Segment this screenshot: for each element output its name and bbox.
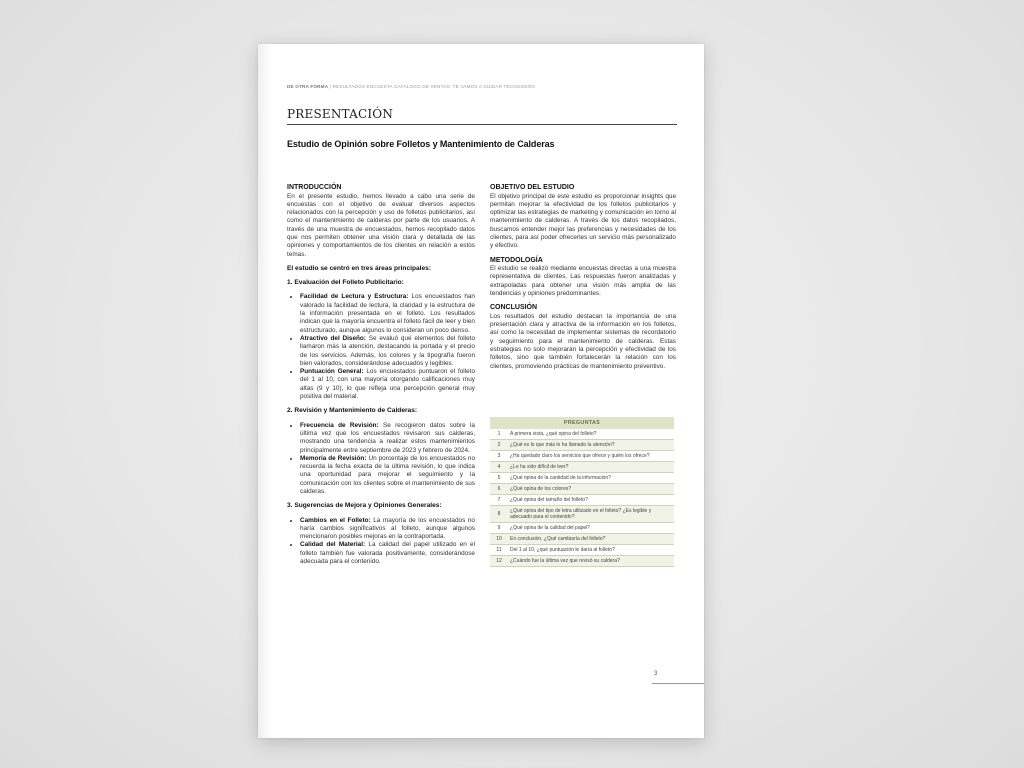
item-text: Se recogieron datos sobre la última vez que los encuestados revisaron sus calderas, mostrando una tendencia a realizar estos mantenimientos principalmente entre septiembre de 2023 y febrero de 2024.	[300, 421, 475, 454]
method-heading: METODOLOGÍA	[490, 256, 543, 264]
question-number: 1	[490, 429, 508, 440]
table-row	[490, 545, 674, 556]
item-label: Facilidad de Lectura y Estructura:	[300, 293, 409, 301]
page-number-rule	[652, 683, 704, 684]
list-item	[300, 422, 475, 455]
question-text: ¿Qué es lo que más le ha llamado la atención?	[508, 440, 674, 451]
question-text: En conclusión, ¿Qué cambiaría del folleto?	[508, 534, 674, 545]
table-row	[490, 534, 674, 545]
question-number: 3	[490, 451, 508, 462]
question-text: ¿Qué opina de la calidad del papel?	[508, 523, 674, 534]
question-number: 12	[490, 556, 508, 567]
areas-list	[287, 279, 475, 566]
question-text: ¿Qué opina del tipo de letra utilizado en el folleto? ¿Es legible y adecuado para el contenido?	[508, 506, 674, 523]
objective-text: El objetivo principal de este estudio es proporcionar insights que permitan mejorar la efectividad de los folletos publicitarios y optimizar las estrategias de marketing y comunicación en torno al mantenimiento de calderas. A través de los datos recopilados, buscamos entender mejor las preferencias y necesidades de los clientes, para así poder ofrecerles un servicio más personalizado y efectivo.	[490, 192, 676, 250]
area-items	[287, 422, 475, 497]
questions-table	[490, 417, 674, 567]
area-title: 3. Sugerencias de Mejora y Opiniones Generales:	[287, 502, 442, 510]
question-number: 5	[490, 473, 508, 484]
question-number: 6	[490, 484, 508, 495]
item-label: Atractivo del Diseño:	[300, 334, 366, 342]
list-item	[300, 541, 475, 566]
item-text: La mayoría de los encuestados no haría cambios significativos al folleto, aunque algunos mencionaron posibles mejoras en la contraportada.	[300, 516, 475, 541]
question-text: ¿Qué opina de los colores?	[508, 484, 674, 495]
item-label: Puntuación General:	[300, 368, 364, 376]
left-column	[287, 184, 475, 572]
question-text: ¿Le ha sido difícil de leer?	[508, 462, 674, 473]
method-text: El estudio se realizó mediante encuestas directas a una muestra representativa de clientes. Las respuestas fueron analizadas y extrapoladas para obtener una visión más amplia de las tendencias y opiniones predominantes.	[490, 265, 676, 297]
area-items	[287, 517, 475, 567]
table-row	[490, 451, 674, 462]
item-label: Cambios en el Folleto:	[300, 516, 371, 524]
table-row	[490, 462, 674, 473]
right-column	[490, 184, 676, 377]
questions-body	[490, 429, 674, 567]
running-header	[287, 84, 535, 89]
table-row	[490, 440, 674, 451]
question-number: 9	[490, 523, 508, 534]
conclusion-text: Los resultados del estudio destacan la importancia de una presentación clara y atractiva de la información en los folletos, así como la necesidad de implementar sistemas de recordatorio y seguimiento para el mantenimiento de calderas. Estas estrategias no solo mejorarán la percepción y efectividad de los folletos, sino que también fortalecerán la relación con los clientes, promoviendo prácticas de mantenimiento preventivo.	[490, 312, 676, 370]
question-number: 7	[490, 495, 508, 506]
header-brand: DE OTRA FORMA	[287, 84, 329, 89]
conclusion-heading: CONCLUSIÓN	[490, 304, 538, 312]
intro-text: En el presente estudio, hemos llevado a cabo una serie de encuestas con el objetivo de evaluar diversos aspectos relacionados con la percepción y uso de folletos publicitarios, así como el mantenimiento de calderas por parte de los usuarios. A través de una muestra de encuestados, hemos recopilado datos que nos permiten obtener una visión clara y detallada de las opiniones y comportamientos de los clientes en relación a estos temas.	[287, 192, 475, 258]
table-row	[490, 506, 674, 523]
table-row	[490, 484, 674, 495]
section-title: PRESENTACIÓN	[287, 107, 394, 121]
item-text: Un porcentaje de los encuestados no recuerda la fecha exacta de la última revisión, lo que indica una oportunidad para mejorar el seguimiento y la comunicación con los clientes sobre el mantenimiento de sus calderas.	[300, 454, 475, 495]
question-number: 11	[490, 545, 508, 556]
table-row	[490, 495, 674, 506]
header-path: RESULTADOS ENCUESTA CATÁLOGO DE VENTAS: TE VAMOS A CUIDAR TECNOGEÓN	[332, 84, 535, 89]
item-text: Se evaluó qué elementos del folleto llamaron más la atención, destacando la portada y el precio de los servicios. Además, los colores y la tipografía fueron bien valorados, considerándose adecuados y legibles.	[300, 334, 476, 367]
item-text: Los encuestados han valorado la facilidad de lectura, la claridad y la estructura de la información presentada en el folleto. Los resultados indican que la mayoría encuentra el folleto fácil de leer y bien estructurado, aunque algunos lo consideran un poco denso.	[300, 293, 475, 334]
list-item	[300, 293, 475, 334]
question-number: 10	[490, 534, 508, 545]
list-item	[300, 335, 475, 368]
question-text: Del 1 al 10, ¿qué puntuación le daría al folleto?	[508, 545, 674, 556]
item-label: Calidad del Material:	[300, 541, 366, 549]
question-text: A primera vista, ¿qué opina del folleto?	[508, 429, 674, 440]
question-number: 4	[490, 462, 508, 473]
intro-heading: INTRODUCCIÓN	[287, 184, 342, 191]
page-number: 3	[654, 671, 658, 677]
objective-heading: OBJETIVO DEL ESTUDIO	[490, 184, 575, 191]
item-label: Frecuencia de Revisión:	[300, 421, 379, 429]
header-separator: |	[328, 84, 333, 89]
question-text: ¿Qué opina de la cantidad de la información?	[508, 473, 674, 484]
table-row	[490, 429, 674, 440]
area-title: 2. Revisión y Mantenimiento de Calderas:	[287, 407, 418, 415]
table-row	[490, 523, 674, 534]
table-row	[490, 473, 674, 484]
item-text: Los encuestados puntuaron el folleto del 1 al 10, con una mayoría otorgando calificaciones muy altas (9 y 10), lo que refleja una percepción general muy positiva del material.	[300, 368, 476, 401]
question-text: ¿Qué opina del tamaño del folleto?	[508, 495, 674, 506]
list-item	[300, 368, 475, 401]
questions-header: PREGUNTAS	[490, 417, 674, 429]
question-number: 8	[490, 506, 508, 523]
area-items	[287, 293, 475, 401]
area-title: 1. Evaluación del Folleto Publicitario:	[287, 279, 404, 287]
table-row	[490, 556, 674, 567]
question-number: 2	[490, 440, 508, 451]
item-text: La calidad del papel utilizado en el folleto también fue valorada positivamente, considerándose adecuada para el contenido.	[300, 541, 475, 566]
question-text: ¿Cuándo fue la última vez que revisó su caldera?	[508, 556, 674, 567]
list-item	[300, 455, 475, 496]
list-item	[300, 517, 475, 542]
title-divider	[287, 124, 677, 125]
question-text: ¿Ha quedado claro los servicios que ofrece y quién los ofrece?	[508, 451, 674, 462]
item-label: Memoria de Revisión:	[300, 454, 367, 462]
brochure-page	[258, 44, 704, 738]
areas-intro: El estudio se centró en tres áreas principales:	[287, 264, 432, 272]
document-title: Estudio de Opinión sobre Folletos y Mantenimiento de Calderas	[287, 139, 555, 149]
